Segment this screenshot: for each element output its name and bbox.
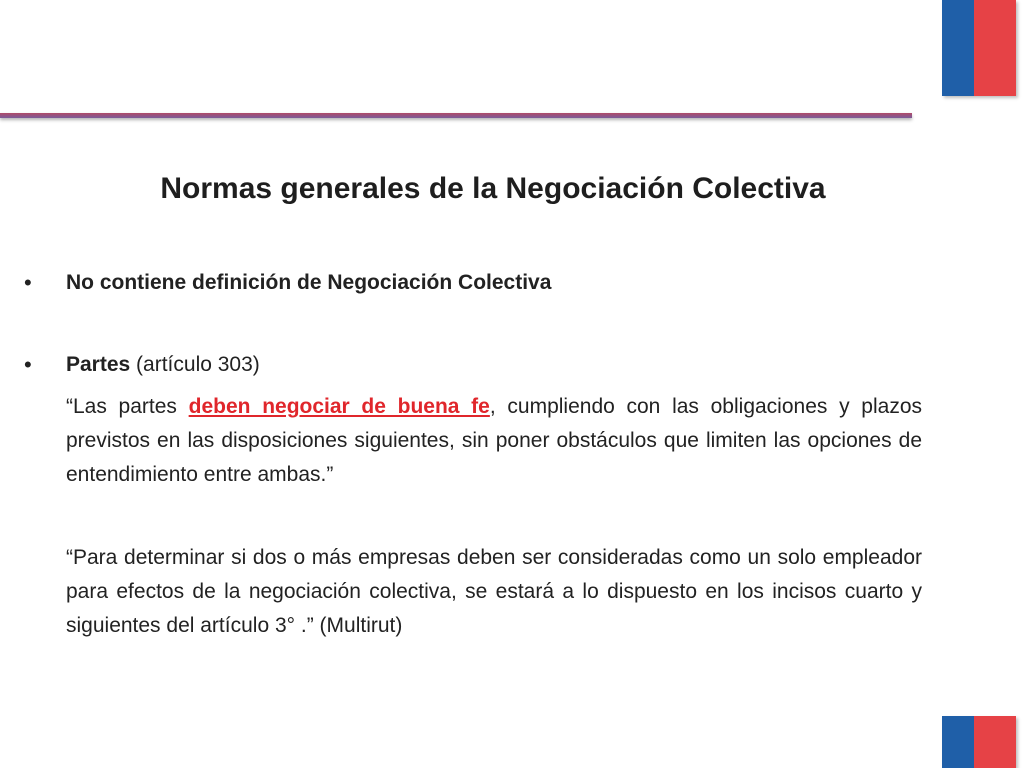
header-divider xyxy=(0,113,912,118)
flag-logo-bottom xyxy=(942,716,1016,768)
flag-red-band xyxy=(974,0,1016,96)
bullet-marker: • xyxy=(24,270,32,295)
flag-red-band xyxy=(974,716,1016,768)
flag-blue-band xyxy=(942,0,974,96)
flag-blue-band xyxy=(942,716,974,768)
partes-label: Partes xyxy=(66,353,131,376)
quote1-highlight: deben negociar de buena fe xyxy=(188,395,490,418)
bullet-marker: • xyxy=(24,352,32,377)
quote1-start: “Las partes xyxy=(66,395,189,418)
quote1-end: , cumpliendo con las obligaciones y plazos previstos en las disposiciones siguientes, sin poner obstáculos que limiten las opciones de entendimiento entre ambas.” xyxy=(66,395,922,486)
bullet-item-definition: No contiene definición de Negociación Colectiva xyxy=(66,271,552,294)
flag-logo-top xyxy=(942,0,1016,96)
quote-buena-fe xyxy=(66,390,922,492)
bullet-item-partes xyxy=(66,353,260,377)
slide-title: Normas generales de la Negociación Colectiva xyxy=(160,172,826,205)
partes-reference: (artículo 303) xyxy=(130,353,260,376)
quote-multirut: “Para determinar si dos o más empresas deben ser consideradas como un solo empleador para efectos de la negociación colectiva, se estará a lo dispuesto en los incisos cuarto y siguientes del artículo 3° .” (Multirut) xyxy=(66,546,922,637)
